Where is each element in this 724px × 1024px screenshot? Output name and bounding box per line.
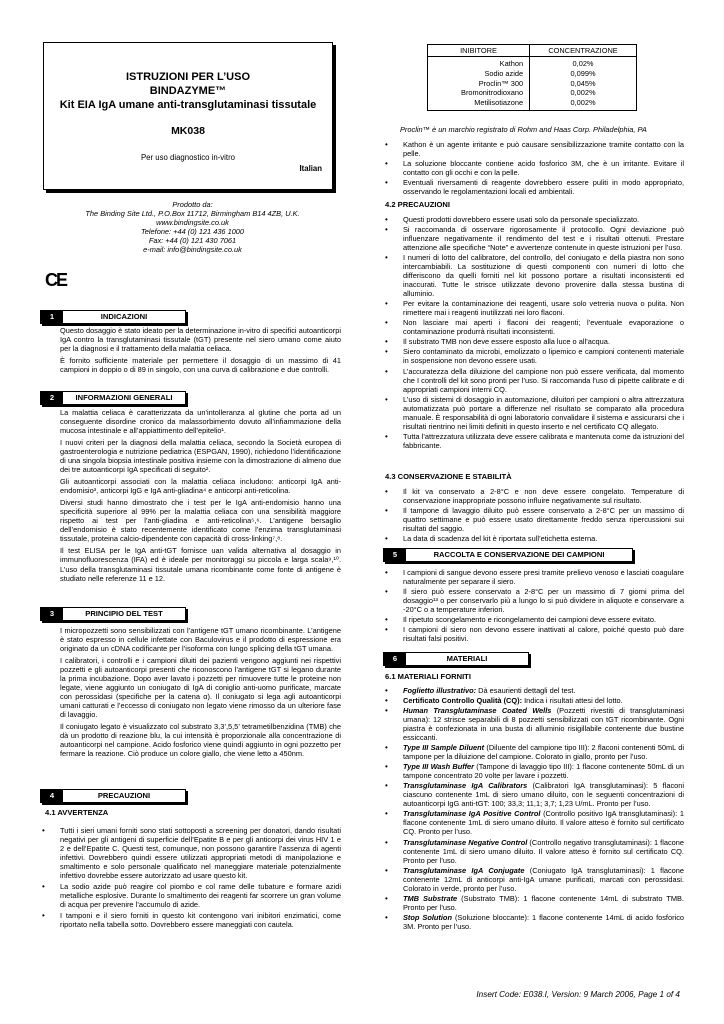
inhibitor-name: Metilisotiazone (474, 98, 524, 108)
inhibitor-name: Sodio azide (484, 68, 524, 78)
warning-list (40, 826, 341, 930)
list-item: • Si raccomanda di osservare rigorosamente il protocollo. Ogni deviazione può influenzare negativamente il rendimento del test e i risultati ottenuti. Prestare attenzione alle specifiche “Note” e avvertenze contenute in queste istruzioni per l’uso. (383, 225, 684, 252)
subsection-4-1-title: 4.1 AVVERTENZA (45, 808, 109, 817)
list-item: • Non lasciare mai aperti i flaconi dei reagenti; l’eventuale evaporazione o contaminazione produrrà risultati inconsistenti. (383, 318, 684, 336)
section-4-header: 4 PRECAUZIONI (40, 789, 186, 803)
list-item: • L’uso di sistemi di dosaggio in automazione, diluitori per campioni o altra attrezzatura automatizzata può portare a differenze nel risultato se comparato alla procedura manuale. È responsabilità di ogni laboratorio convalidare il sistema e assicurarsi che i risultati rientrino nei limiti definiti in questo inserto e nel certificato CQ allegato. (383, 395, 684, 431)
sample-collection-list (383, 568, 684, 644)
list-item: • I campioni di sangue devono essere presi tramite prelievo venoso e lasciati coagulare naturalmente per separare il siero. (383, 568, 684, 586)
section-1-header: 1 INDICAZIONI (40, 310, 186, 324)
subsection-4-2-title: 4.2 PRECAUZIONI (385, 200, 450, 209)
inhibitor-concentration: 0,002% (570, 88, 596, 98)
document-title: ISTRUZIONI PER L’USO BINDAZYME™ Kit EIA IgA umane anti-transglutaminasi tissutale (59, 71, 317, 111)
proclin-note: Proclin™ è un marchio registrato di Rohm and Haas Corp. Philadelphia, PA (400, 125, 647, 134)
column-header: INIBITORE (428, 45, 530, 57)
table-header-row (428, 45, 637, 57)
list-item: • Il ripetuto scongelamento e ricongelamento dei campioni deve essere evitato. (383, 615, 684, 624)
language-label: Italian (299, 164, 322, 173)
list-item: • Questi prodotti dovrebbero essere usati solo da personale specializzato. (383, 215, 684, 224)
list-item: • Kathon è un agente irritante e può causare sensibilizzazione tramite contatto con la pelle. (383, 140, 684, 158)
list-item: • Certificato Controllo Qualità (CQ): Indica i risultati attesi del lotto. (383, 696, 684, 705)
list-item: • Il kit va conservato a 2-8°C e non deve essere congelato. Temperature di conservazione inappropriate possono influire negativamente sul risultato. (383, 487, 684, 505)
title-box (43, 42, 333, 190)
section-3-header: 3 PRINCIPIO DEL TEST (40, 607, 186, 621)
diagnostic-use: Per uso diagnostico in-vitro (140, 153, 236, 162)
list-item: • I campioni di siero non devono essere inattivati al calore, poiché questo può dare risultati falsi positivi. (383, 625, 684, 643)
inhibitor-name: Kathon (499, 59, 524, 68)
product-code: MK038 (171, 125, 205, 137)
column-header: CONCENTRAZIONE (530, 45, 637, 57)
list-item: • Transglutaminase IgA Calibrators (Calibratori IgA transglutaminasi): 5 flaconi ciascuno contenente 1mL di siero umano diluito, con le seguenti concentrazioni di autoanticorpi IgG anti-tGT: 100; 33,3; 11,1; 3,7; 1,23 U/mL. Pronto per l’uso. (383, 781, 684, 808)
list-item: • L’accuratezza della diluizione del campione non può essere verificata, dal momento che I controlli del kit sono pronti per l’uso. Si raccomanda l’uso di pipette calibrate e di appropriati campioni interni CQ. (383, 367, 684, 394)
page-footer: Insert Code: E038.I, Version: 9 March 2006, Page 1 of 4 (476, 990, 680, 999)
list-item: • La soluzione bloccante contiene acido fosforico 3M, che è un irritante. Evitare il contatto con gli occhi e con la pelle. (383, 159, 684, 177)
inhibitor-name: Bromonitrodioxano (461, 88, 524, 98)
list-item: • I numeri di lotto del calibratore, del controllo, del coniugato e della piastra non sono intercambiabili. La sostituzione di questi componenti con numeri di lotto che differiscono da quelli forniti nel kit possono portare a risultati inconsistenti ed inaccurati. Tutte le strisce utilizzate devono provenire dalla stessa bustina di alluminio. (383, 253, 684, 298)
section-2-body: La malattia celiaca è caratterizzata da un'intolleranza al glutine che porta ad un conseguente disordine cronico da malassorbimento dovuto all’infiammazione della mucosa intestinale e all’appiattimento dell’epitelio¹. I nuovi criteri per la diagnosi della malattia celiaca, secondo la Società europea di gastroenterologia e nutrizione pediatrica (ESPGAN, 1990), richiedono l’identificazione di una singola biopsia intestinale positiva insieme con la dimostrazione di almeno due dei tre autoanticorpi IgA specificati di seguito². Gli autoanticorpi associati con la malattia celiaca includono: anticorpi IgA anti-endomisio³, anticorpi IgG e IgA anti-gliadina⁴ e anticorpi anti-reticolina. Diversi studi hanno dimostrato che i test per le IgA anti-endomisio hanno una specificità superiore al 99% per la malattia celiaca con una sensibilità maggiore rispetto ai test per l’anti-gliadina e anti-reticolina⁵,⁶. L’antigene bersaglio dell’endomisio è stato recentemente identificato come l’enzima transglutaminasi tissutale, proteina calcio-dipendente con capacità di cross-linking⁷,⁸. Il test ELISA per le IgA anti-tGT fornisce uan valida alternativa al dosaggio in immunofluorescenza (IFA) ed è ideale per monitoraggi su piccola e larga scala⁹,¹⁰. L’uso della transglutaminasi tissutale umana ricombinante come fonte di antigene è studiato nelle referenze 11 e 12. (60, 408, 341, 583)
list-item: • TMB Substrate (Substrato TMB): 1 flacone contenente 14mL di substrato TMB. Pronto per l’uso. (383, 894, 684, 912)
storage-list (383, 487, 684, 544)
list-item: • Per evitare la contaminazione dei reagenti, usare solo vetreria nuova o pulita. Non rimettere mai i reagenti inutilizzati nei loro flaconi. (383, 299, 684, 317)
inhibitor-concentration: 0,02% (572, 59, 594, 68)
list-item: • Il siero può essere conservato a 2-8°C per un massimo di 7 giorni prima del dosaggio¹³ o per conservarlo più a lungo lo si può dividere in aliquote e conservare a -20°C o a temperature inferiori. (383, 587, 684, 614)
section-6-header: 6 MATERIALI (383, 652, 529, 666)
list-item: • Type III Sample Diluent (Diluente del campione tipo III): 2 flaconi contenenti 50mL di tampone per la diluizione del campione. Colorato in giallo, pronto per l’uso. (383, 743, 684, 761)
list-item: • Stop Solution (Soluzione bloccante): 1 flacone contenente 14mL di acido fosforico 3M. Pronto per l’uso. (383, 913, 684, 931)
ce-mark-icon: CE (45, 270, 67, 290)
materials-list (383, 686, 684, 932)
list-item: • Tutti i sieri umani forniti sono stati sottoposti a screening per donatori, dando risultati negativi per gli antigeni di superficie dell’Epatite B e per gli anticorpi dei virus HIV 1 e 2 e dell’Epatite C. Questi test, comunque, non possono garantire l’assenza di agenti infettivi. Dovrebbero quindi essere utilizzati appropriati metodi di manipolazione e smaltimento e solo personale qualificato nel maneggiare materiale potenzialmente infettivo dovrebbe essere autorizzato ad usare questo kit. (40, 826, 341, 880)
list-item: • La data di scadenza del kit è riportata sull’etichetta esterna. (383, 534, 684, 543)
inhibitor-concentration: 0,002% (570, 98, 596, 108)
precautions-list (383, 215, 684, 451)
list-item: • Siero contaminato da microbi, emolizzato o lipemico e campioni contenenti materiale in sospensione non devono essere usati. (383, 347, 684, 365)
inhibitor-concentration: 0,045% (570, 78, 596, 88)
section-1-body: Questo dosaggio è stato ideato per la determinazione in-vitro di specifici autoanticorpi IgA contro la transglutaminasi tissutale (tGT) presente nel siero umano come aiuto per la diagnosi e il trattamento della malattia celiaca. È fornito sufficiente materiale per permettere il dosaggio di un massimo di 41 campioni in doppio o di 89 in singolo, con una curva di calibrazione e due controlli. (60, 326, 341, 375)
list-item: • La sodio azide può reagire col piombo e col rame delle tubature e formare azidi metalliche esplosive. Durante lo smaltimento dei reagenti far scorrere un gran volume di acqua per prevenire l’accumulo di azide. (40, 882, 341, 909)
list-item: • Transglutaminase Negative Control (Controllo negativo transglutaminasi): 1 flacone contenente 1mL di siero umano diluito. Il valore atteso è fornito sul certificato CQ. Pronto per l’uso. (383, 838, 684, 865)
list-item: • Il substrato TMB non deve essere esposto alla luce o all’acqua. (383, 337, 684, 346)
list-item: • I tamponi e il siero forniti in questo kit contengono vari inibitori enzimatici, come riportato nella tabella sotto. Dovrebbero essere maneggiati con cautela. (40, 911, 341, 929)
inhibitor-table (427, 44, 637, 111)
inhibitor-name: Proclin™ 300 (478, 78, 524, 88)
inhibitor-concentration: 0,099% (570, 68, 596, 78)
list-item: • Tutta l’attrezzatura utilizzata deve essere calibrata e mantenuta come da istruzioni del fabbricante. (383, 432, 684, 450)
subsection-4-3-title: 4.3 CONSERVAZIONE E STABILITÀ (385, 472, 512, 481)
list-item: • Il tampone di lavaggio diluito può essere conservato a 2-8°C per un massimo di quattro settimane e può essere usato direttamente freddo senza ripercussioni sui risultati del saggio. (383, 506, 684, 533)
section-3-body: I micropozzetti sono sensibilizzati con l’antigene tGT umano ricombinante. L’antigene è stato espresso in cellule infettate con Baculovirus e il prodotto di espressione era originato da un cDNA codificante per l’isoforma con lungo splicing della tGT umana. I calibratori, i controlli e i campioni diluiti dei pazienti vengono aggiunti nei rispettivi pozzetti e gli autoanticorpi presenti che riconoscono l’antigene tGT si legano durante la prima incubazione. Dopo aver lavato i pozzetti per rimuovere tutte le proteine non legate, viene aggiunto un coniugato di IgA di coniglio anti-uomo purificate, marcate con perossidasi (specifiche per la catena α). Il coniugato si lega agli autoanticorpi umani catturati e l’eccesso di coniugato non legato viene rimosso da un ulteriore fase di lavaggio. Il coniugato legato è visualizzato col substrato 3,3’,5,5’ tetrametilbenzidina (TMB) che dà un prodotto di reazione blu, la cui intensità è proporzionale alla concentrazione di autoanticorpi nel campione. Acido fosforico viene quindi aggiunto in ogni pozzetto per fermare la reazione. Ciò produce un colore giallo, che viene letto a 450nm. (60, 626, 341, 759)
producer-info: Prodotto da: The Binding Site Ltd., P.O.Box 11712, Birmingham B14 4ZB, U.K. www.bindingsite.co.uk Telefone: +44 (0) 121 436 1000 Fax: +44 (0) 121 430 7061 e-mail: info@bindingsite.co.uk (85, 200, 300, 255)
list-item: • Type III Wash Buffer (Tampone di lavaggio tipo III): 1 flacone contenente 50mL di un tampone concentrato 20 volte per lavare i pozzetti. (383, 762, 684, 780)
subsection-6-1-title: 6.1 MATERIALI FORNITI (385, 672, 471, 681)
section-2-header: 2 INFORMAZIONI GENERALI (40, 391, 186, 405)
list-item: • Transglutaminase IgA Positive Control (Controllo positivo IgA transglutaminasi): 1 flacone contenente 1mL di siero umano diluito. Il valore atteso è fornito sul certificato CQ. Pronto per l’uso. (383, 809, 684, 836)
list-item: • Human Transglutaminase Coated Wells (Pozzetti rivestiti di transglutaminasi umana): 12 strisce separabili di 8 pozzetti sensibilizzati con tGT ricombinante. Ogni piastra è confezionata in una busta di alluminio risigillabile contenente due bustine essiccanti. (383, 706, 684, 742)
section-5-header: 5 RACCOLTA E CONSERVAZIONE DEI CAMPIONI (383, 548, 633, 562)
list-item: • Foglietto illustrativo: Dà esaurienti dettagli del test. (383, 686, 684, 695)
table-row (428, 57, 637, 111)
list-item: • Eventuali riversamenti di reagente dovrebbero essere puliti in modo appropriato, osservando le regolamentazioni locali ed ambientali. (383, 178, 684, 196)
warning-list-continued (383, 140, 684, 197)
list-item: • Transglutaminase IgA Conjugate (Coniugato IgA transglutaminasi): 1 flacone contenente 12mL di anticorpi anti-IgA umane purificati, marcati con perossidasi. Colorato in verde, pronto per l’uso. (383, 866, 684, 893)
